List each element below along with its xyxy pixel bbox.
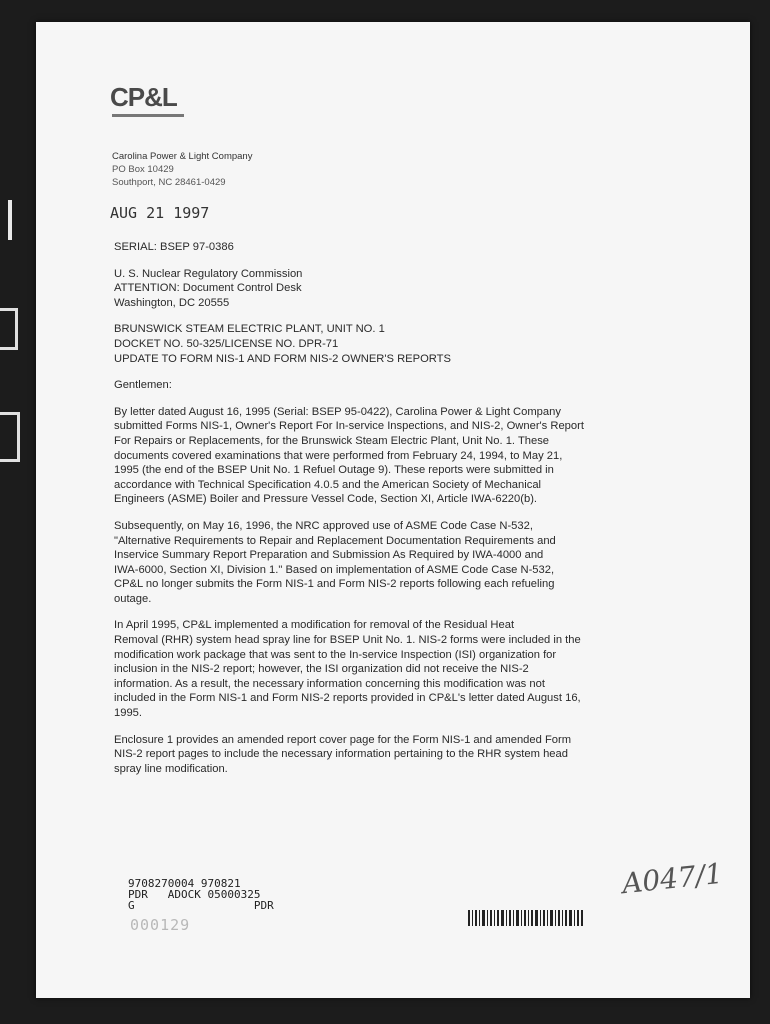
text-line: inclusion in the NIS-2 report; however, the ISI organization did not receive the NIS-2 (114, 663, 529, 676)
text-line: documents covered examinations that were performed from February 24, 1994, to May 21, (114, 449, 563, 462)
company-name: Carolina Power & Light Company (112, 151, 253, 162)
text-line: outage. (114, 592, 152, 605)
subject-line: DOCKET NO. 50-325/LICENSE NO. DPR-71 (114, 337, 339, 350)
text-line: Removal (RHR) system head spray line for BSEP Unit No. 1. NIS-2 forms were included in the (114, 634, 581, 647)
text-line: Inservice Summary Report Preparation and Submission As Required by IWA-4000 and (114, 549, 544, 562)
text-line: modification work package that was sent to the In-service Inspection (ISI) organization for (114, 648, 557, 661)
letter-date: AUG 21 1997 (110, 204, 210, 222)
text-line: In April 1995, CP&L implemented a modification for removal of the Residual Heat (114, 619, 515, 632)
faint-stamp-number: 000129 (130, 916, 191, 934)
subject-line: BRUNSWICK STEAM ELECTRIC PLANT, UNIT NO. 1 (114, 323, 385, 336)
text-line: Enclosure 1 provides an amended report cover page for the Form NIS-1 and amended Form (114, 733, 572, 746)
handwritten-note: A047/1 (620, 856, 725, 901)
text-line: IWA-6000, Section XI, Division 1." Based on implementation of ASME Code Case N-532, (114, 563, 555, 576)
paragraph-1 (114, 405, 674, 507)
text-line: submitted Forms NIS-1, Owner's Report For In-service Inspections, and NIS-2, Owner's Report (114, 420, 584, 433)
text-line: included in the Form NIS-1 and Form NIS-2 reports provided in CP&L's letter dated August 16, (114, 692, 581, 705)
addressee-line: U. S. Nuclear Regulatory Commission (114, 267, 303, 280)
text-line: 1995. (114, 707, 142, 720)
text-line: 1995 (the end of the BSEP Unit No. 1 Refuel Outage 9). These reports were submitted in (114, 464, 554, 477)
addressee-line: Washington, DC 20555 (114, 296, 230, 309)
text-line: NIS-2 report pages to include the necessary information pertaining to the RHR system head (114, 748, 568, 761)
text-line: "Alternative Requirements to Repair and Replacement Documentation Requirements and (114, 534, 556, 547)
city-line: Southport, NC 28461-0429 (112, 177, 226, 188)
film-edge-mark (0, 308, 18, 350)
text-line: information. As a result, the necessary information concerning this modification was not (114, 677, 545, 690)
barcode (468, 910, 584, 932)
film-edge-mark (8, 200, 12, 240)
salutation: Gentlemen: (114, 379, 172, 392)
text-line: Engineers (ASME) Boiler and Pressure Vessel Code, Section XI, Article IWA-6220(b). (114, 493, 538, 506)
po-box: PO Box 10429 (112, 164, 174, 175)
text-line: accordance with Technical Specification 4.0.5 and the American Society of Mechanical (114, 478, 542, 491)
text-line: Subsequently, on May 16, 1996, the NRC approved use of ASME Code Case N-532, (114, 519, 533, 532)
logo-underline (112, 114, 184, 117)
addressee-line: ATTENTION: Document Control Desk (114, 282, 302, 295)
letterhead-address (112, 150, 252, 189)
text-line: By letter dated August 16, 1995 (Serial: BSEP 95-0422), Carolina Power & Light Company (114, 405, 561, 418)
stamp-line: 9708270004 970821 (128, 877, 241, 890)
subject-line: UPDATE TO FORM NIS-1 AND FORM NIS-2 OWNER'S REPORTS (114, 352, 451, 365)
subject-block (114, 322, 674, 366)
text-line: For Repairs or Replacements, for the Brunswick Steam Electric Plant, Unit No. 1. These (114, 434, 550, 447)
stamp-line: G PDR (128, 899, 274, 912)
addressee-block (114, 267, 674, 311)
film-edge-mark (0, 412, 20, 462)
letter-page (36, 22, 750, 998)
company-logo: CP&L (110, 82, 177, 112)
text-line: CP&L no longer submits the Form NIS-1 and Form NIS-2 reports following each refueling (114, 578, 555, 591)
text-line: spray line modification. (114, 762, 228, 775)
letter-body (114, 240, 674, 788)
document-control-stamp (128, 878, 274, 911)
paragraph-4 (114, 733, 674, 777)
paragraph-3 (114, 618, 674, 720)
paragraph-2 (114, 519, 674, 607)
stamp-line: PDR ADOCK 05000325 (128, 888, 261, 901)
serial-line: SERIAL: BSEP 97-0386 (114, 241, 234, 253)
